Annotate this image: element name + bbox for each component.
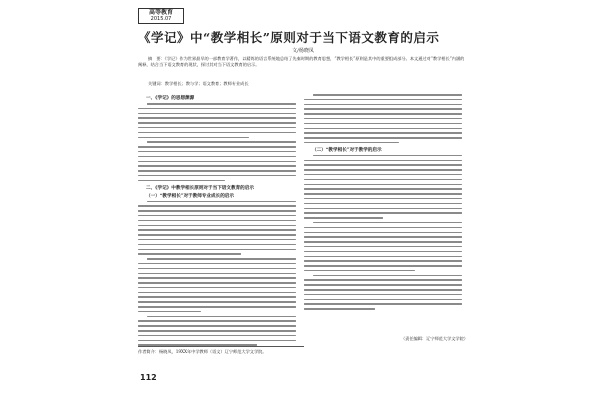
article-title: 《学记》中“教学相长”原则对于当下语文教育的启示 — [138, 30, 440, 45]
journal-issue: 2015.07 — [150, 16, 172, 22]
section-heading-1: 一、《学记》的思想渊源 — [146, 96, 195, 101]
journal-tag — [138, 8, 184, 24]
section-heading-3: （一）“教学相长”对于教师专业成长的启示 — [146, 193, 234, 199]
article-author: 文/杨晓凤 — [292, 48, 314, 54]
body-text-block — [304, 94, 462, 143]
section-heading-2: 二、《学记》中教学相长原则对于当下语文教育的启示 — [146, 185, 254, 191]
left-column — [138, 94, 296, 349]
footnote-divider — [138, 346, 304, 347]
journal-name: 高等教育 — [148, 9, 173, 16]
article-abstract: 摘 要：《学记》作为世界最早的一部教育学著作，以精炼的语言系统地总结了先秦时期的教育思想，“教学相长”原则是其中的重要组成部分。本文通过对“教学相长”内涵的阐释，结合当下语文教育的现状，探讨其对当下语文教育的启示。 — [138, 56, 465, 68]
section-heading-4: （二）“教学相长”对于教学的启示 — [312, 147, 382, 153]
body-text-block — [304, 155, 462, 310]
body-text-block — [138, 103, 296, 181]
page-number: 112 — [140, 373, 157, 382]
editor-note: （责任编辑：辽宁师范大学文学院） — [400, 336, 468, 341]
right-column — [304, 94, 462, 313]
body-text-block — [138, 201, 296, 346]
author-footnote: 作者简介：杨晓凤，19XX年中学教师（语文）辽宁师范大学文学院。 — [138, 349, 267, 354]
article-keywords: 关键词：教学相长；教与学；语文教育；教师专业成长 — [148, 81, 249, 86]
